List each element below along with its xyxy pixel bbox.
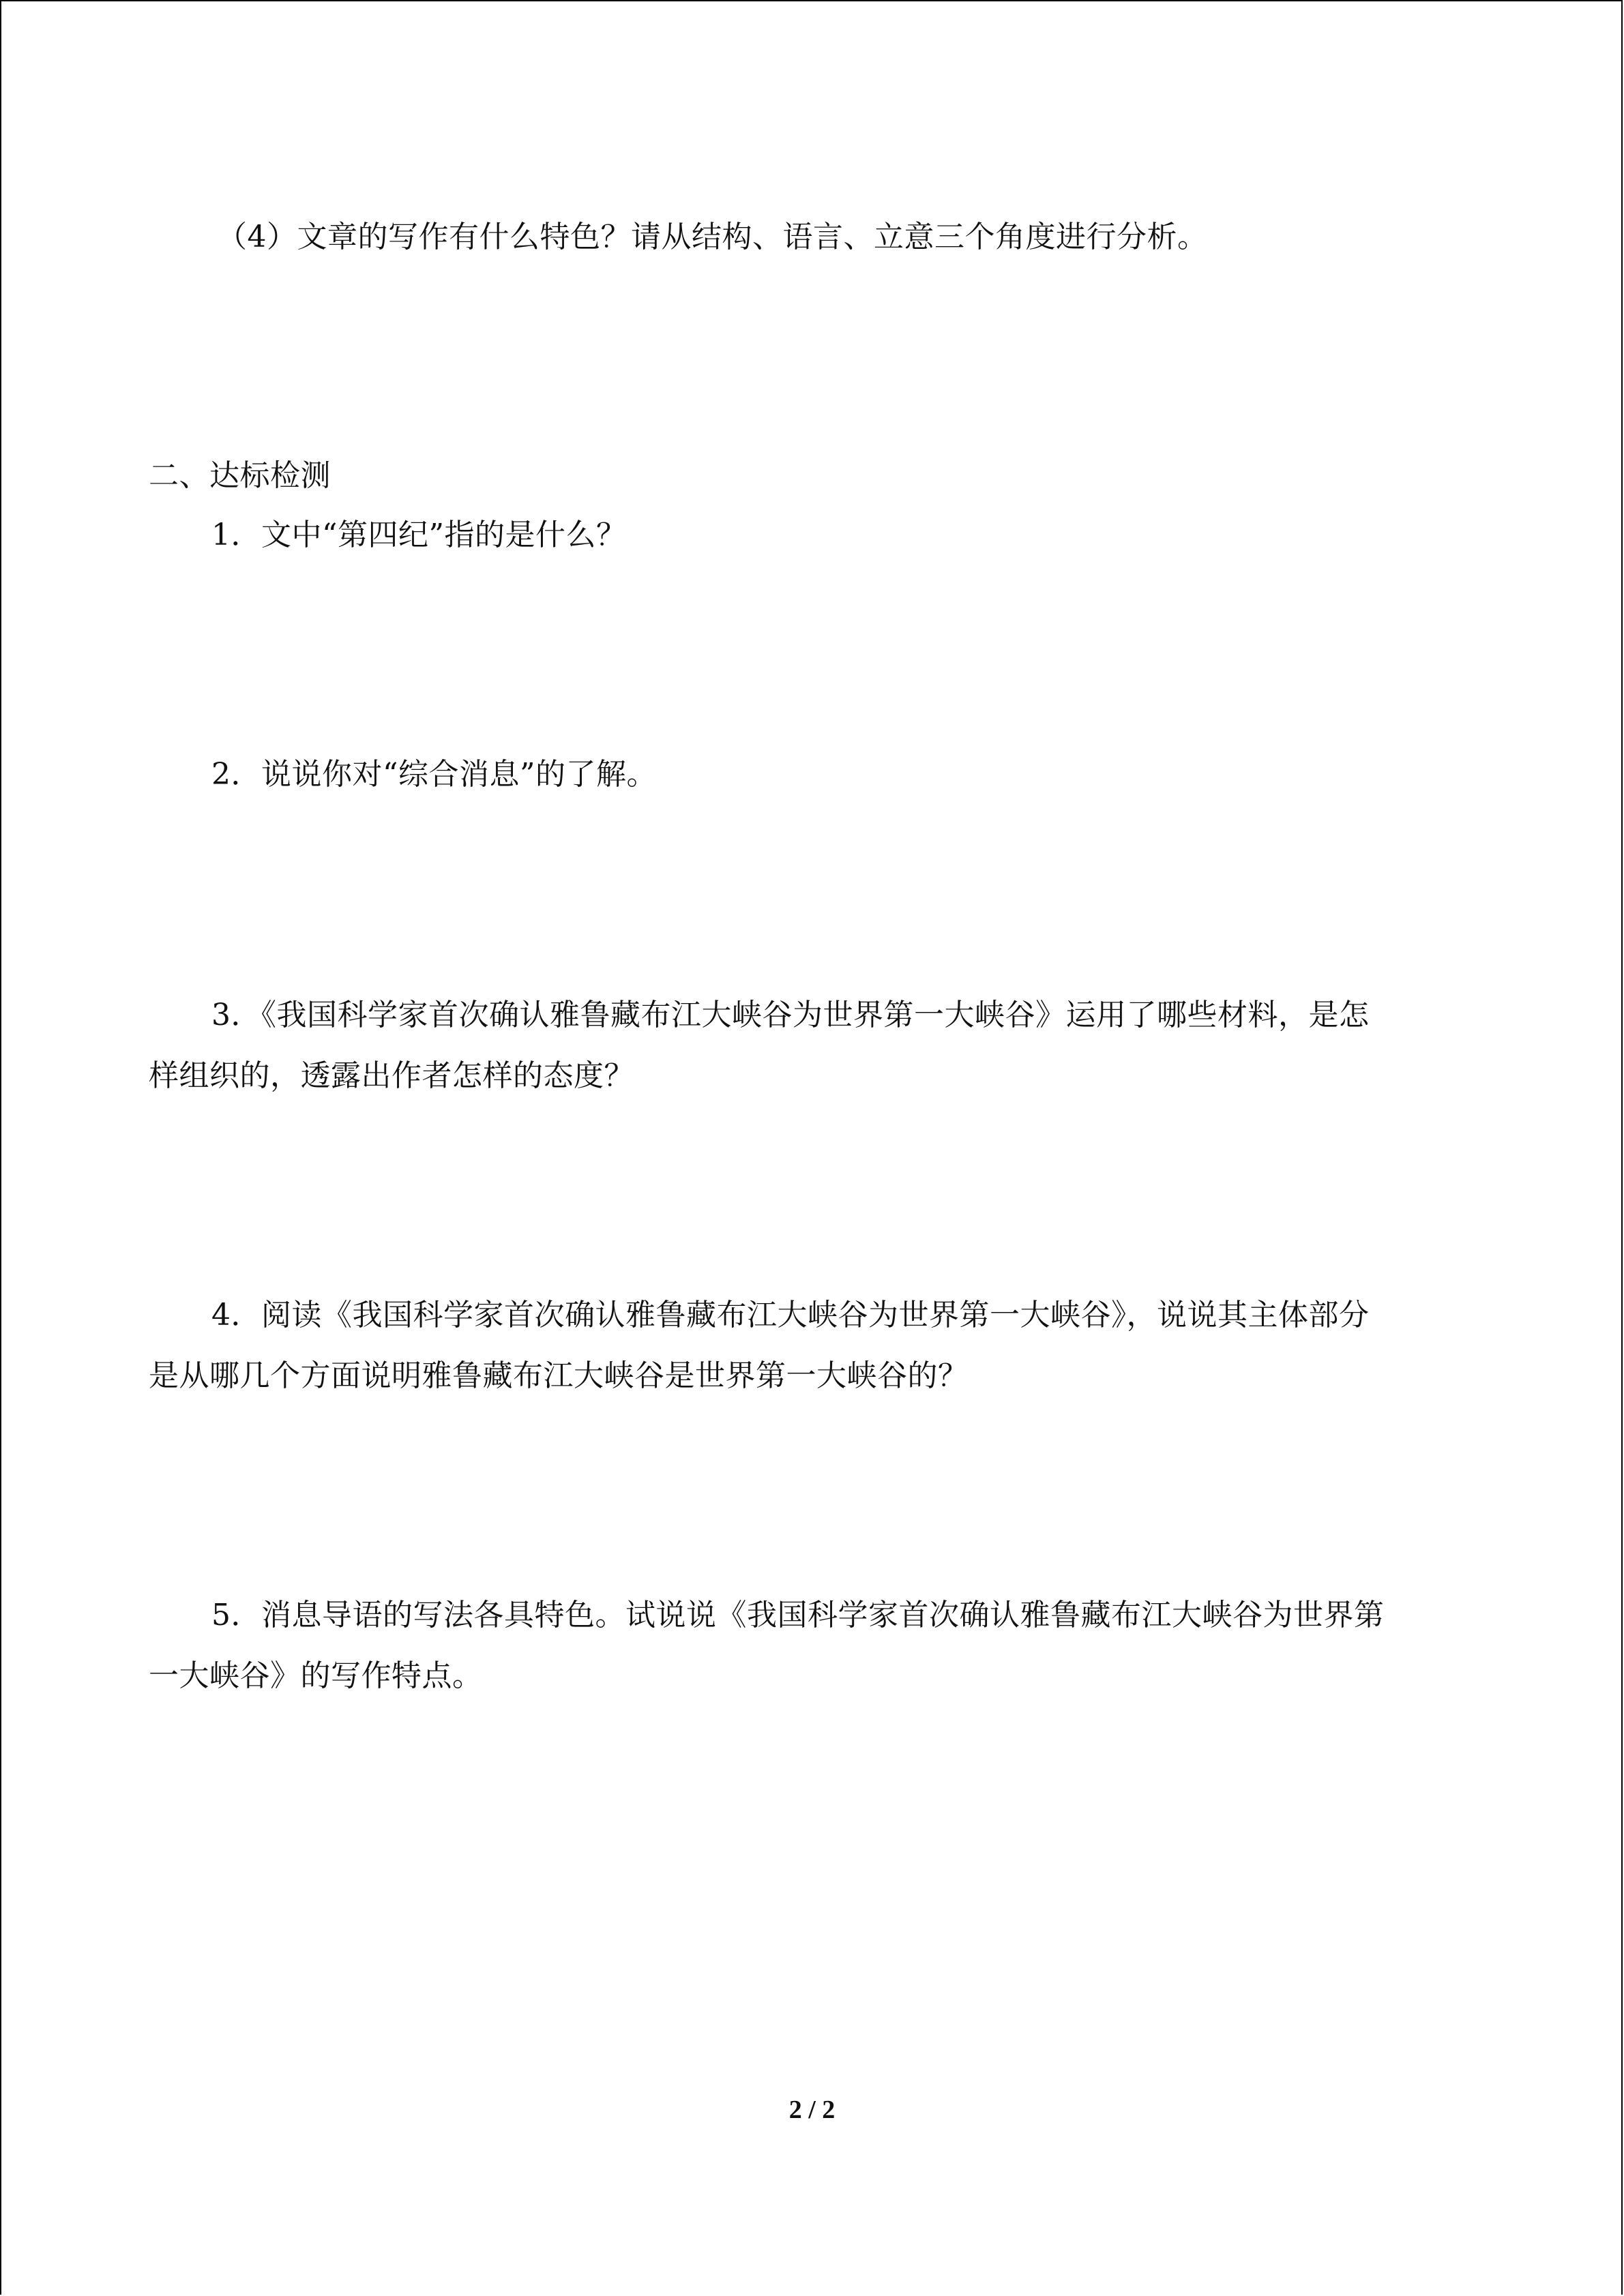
section-title: 二、达标检测 (149, 458, 331, 493)
item-5-text-line-1: 5．消息导语的写法各具特色。试说说《我国科学家首次确认雅鲁藏布江大峡谷为世界第 (211, 1598, 1385, 1632)
item-2-text: 2．说说你对“综合消息”的了解。 (211, 757, 657, 792)
item-4-text-line-1: 4．阅读《我国科学家首次确认雅鲁藏布江大峡谷为世界第一大峡谷》，说说其主体部分 (211, 1298, 1370, 1332)
item-4-text-line-2: 是从哪几个方面说明雅鲁藏布江大峡谷是世界第一大峡谷的？ (149, 1358, 969, 1393)
item-3-text-line-2: 样组织的，透露出作者怎样的态度？ (149, 1058, 634, 1093)
page-number: 2 / 2 (788, 2096, 836, 2124)
item-3-text-line-1: 3．《我国科学家首次确认雅鲁藏布江大峡谷为世界第一大峡谷》运用了哪些材料，是怎 (211, 998, 1370, 1032)
item-5-text-line-2: 一大峡谷》的写作特点。 (149, 1658, 483, 1693)
question-4-text: （4）文章的写作有什么特色？请从结构、语言、立意三个角度进行分析。 (217, 220, 1208, 254)
item-1-text: 1．文中“第四纪”指的是什么？ (211, 518, 627, 552)
